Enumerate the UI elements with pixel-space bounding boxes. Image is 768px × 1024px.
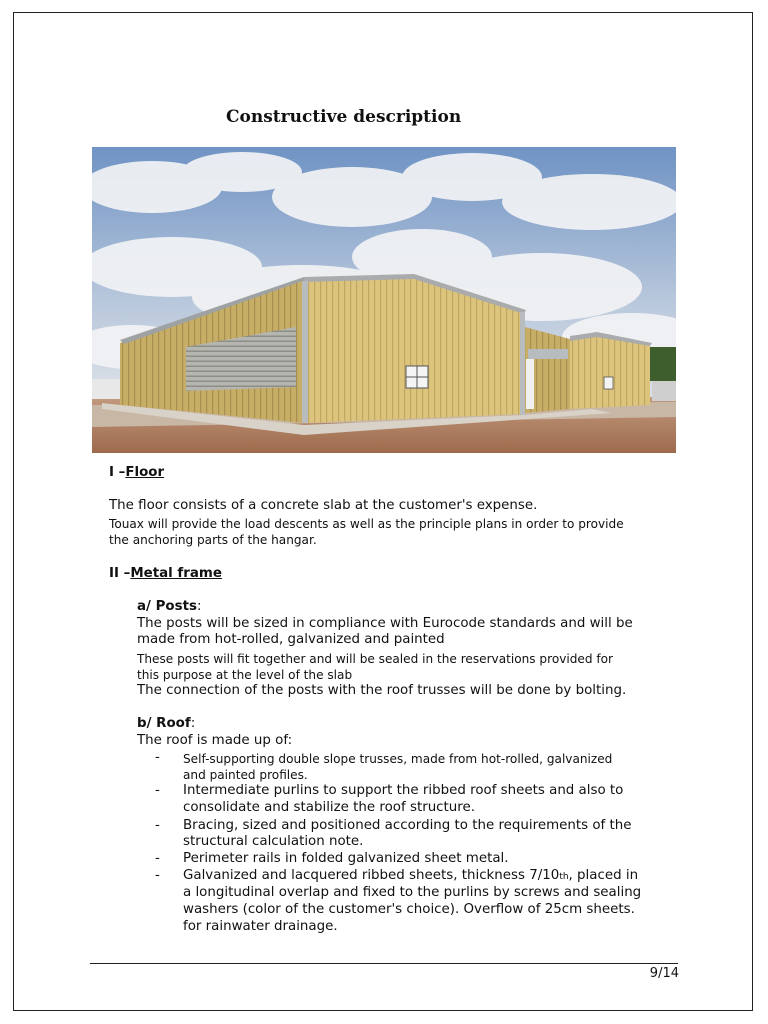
posts-line-2: made from hot-rolled, galvanized and painted <box>137 632 445 647</box>
roof-item-3-line-2: structural calculation note. <box>183 834 364 849</box>
roof-heading <box>137 716 195 732</box>
roof-item-2-line-1: Intermediate purlins to support the ribbed roof sheets and also to <box>183 783 624 798</box>
roof-item-1-dash: - <box>155 750 160 765</box>
frame-heading <box>109 566 222 582</box>
frame-heading-label: Metal frame <box>130 566 222 581</box>
roof-item-5-line-3: washers (color of the customer's choice). Overflow of 25cm sheets. <box>183 902 635 917</box>
hangar-photo <box>92 147 676 453</box>
roof-item-5-line-2: a longitudinal overlap and fixed to the purlins by screws and sealing <box>183 885 642 900</box>
floor-line-2: Touax will provide the load descents as well as the principle plans in order to provide <box>109 517 624 531</box>
posts-line-5: The connection of the posts with the roof trusses will be done by bolting. <box>137 683 627 698</box>
roof-item-4-line-1: Perimeter rails in folded galvanized sheet metal. <box>183 851 509 866</box>
roof-item-2-line-2: consolidate and stabilize the roof structure. <box>183 800 475 815</box>
floor-heading-prefix: I – <box>109 465 126 480</box>
roof-item-4-dash: - <box>155 851 160 866</box>
roof-item-5-line-1a: Galvanized and lacquered ribbed sheets, thickness 7/10 <box>183 868 560 883</box>
footer-divider <box>90 963 678 964</box>
roof-item-5-line-1b: , placed in <box>568 868 639 883</box>
floor-line-1: The floor consists of a concrete slab at the customer's expense. <box>109 498 538 513</box>
posts-heading-label: a/ Posts <box>137 599 197 614</box>
roof-item-5-line-4: for rainwater drainage. <box>183 919 338 934</box>
floor-heading <box>109 465 164 481</box>
floor-heading-label: Floor <box>125 465 165 480</box>
roof-heading-label: b/ Roof <box>137 716 191 731</box>
roof-item-5-dash: - <box>155 868 160 883</box>
roof-item-2-dash: - <box>155 783 160 798</box>
posts-heading-colon: : <box>196 599 202 614</box>
roof-heading-colon: : <box>190 716 196 731</box>
posts-line-4: this purpose at the level of the slab <box>137 668 353 682</box>
page-number: 9/14 <box>649 966 679 981</box>
roof-intro: The roof is made up of: <box>137 733 293 748</box>
roof-item-5-superscript: th <box>559 872 569 882</box>
roof-item-3-dash: - <box>155 818 160 833</box>
frame-heading-prefix: II – <box>109 566 131 581</box>
roof-item-3-line-1: Bracing, sized and positioned according to the requirements of the <box>183 818 632 833</box>
posts-line-1: The posts will be sized in compliance with Eurocode standards and will be <box>137 616 633 631</box>
posts-heading <box>137 599 201 615</box>
posts-line-3: These posts will fit together and will be sealed in the reservations provided for <box>137 652 613 666</box>
roof-item-1-line-2: and painted profiles. <box>183 768 308 782</box>
roof-item-1-line-1: Self-supporting double slope trusses, made from hot-rolled, galvanized <box>183 752 613 766</box>
page-title: Constructive description <box>226 107 462 127</box>
floor-line-3: the anchoring parts of the hangar. <box>109 533 317 547</box>
roof-item-5-line-1 <box>183 868 638 885</box>
